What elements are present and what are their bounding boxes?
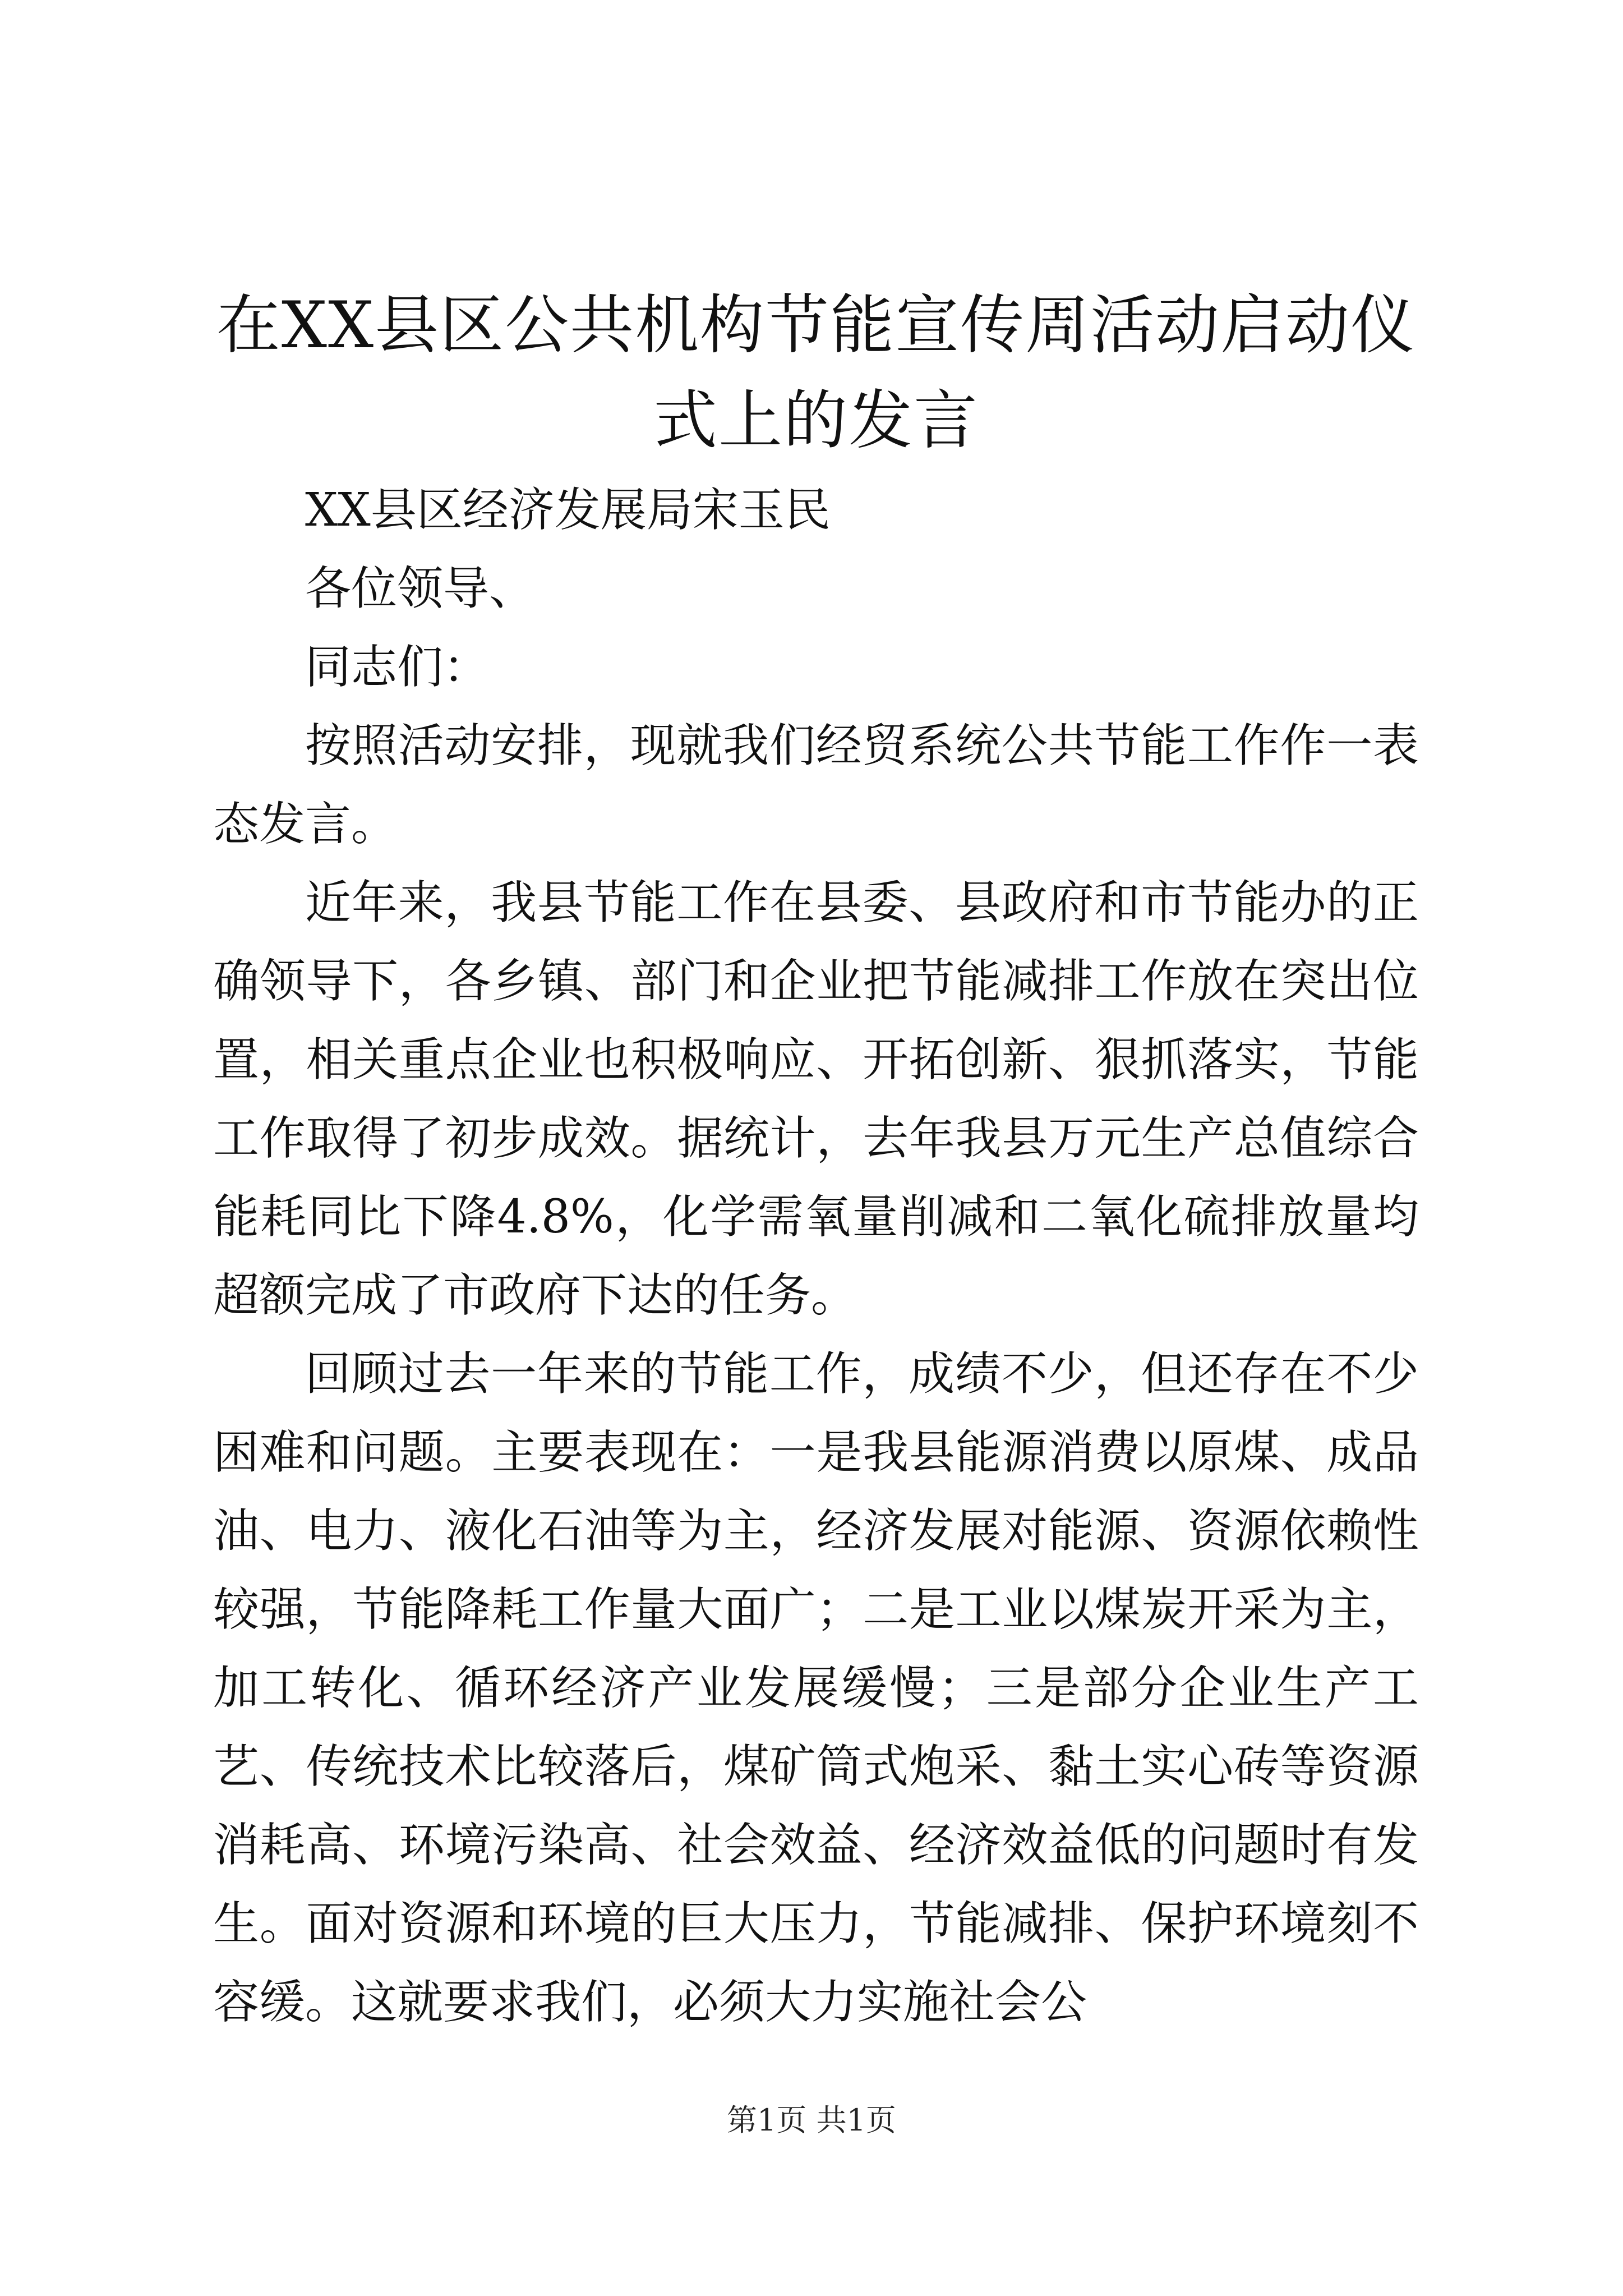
paragraph-achievements: 近年来，我县节能工作在县委、县政府和市节能办的正确领导下，各乡镇、部门和企业把节能减排工作放在突出位置，相关重点企业也积极响应、开拓创新、狠抓落实，节能工作取得了初步成效。据统计，去年我县万元生产总值综合能耗同比下降4.8%，化学需氧量削减和二氧化硫排放量均超额完成了市政府下达的任务。 (213, 876, 1419, 1322)
page-footer: 第1页 共1页 (727, 2102, 896, 2138)
document-title: 在XX县区公共机构节能宣传周活动启动仪式上的发言 (216, 288, 1416, 458)
author-line: XX县区经济发展局宋玉民 (305, 484, 831, 537)
paragraph-intro: 按照活动安排，现就我们经贸系统公共节能工作作一表态发言。 (213, 719, 1419, 851)
document-body (213, 471, 1419, 2042)
salutation-comrades: 同志们： (305, 641, 490, 694)
paragraph-problems: 回顾过去一年来的节能工作，成绩不少，但还存在不少困难和问题。主要表现在：一是我县能源消费以原煤、成品油、电力、液化石油等为主，经济发展对能源、资源依赖性较强，节能降耗工作量大面广；二是工业以煤炭开采为主，加工转化、循环经济产业发展缓慢；三是部分企业生产工艺、传统技术比较落后，煤矿筒式炮采、黏土实心砖等资源消耗高、环境污染高、社会效益、经济效益低的问题时有发生。面对资源和环境的巨大压力，节能减排、保护环境刻不容缓。这就要求我们，必须大力实施社会公 (213, 1347, 1419, 2029)
salutation-leaders: 各位领导、 (305, 562, 536, 615)
